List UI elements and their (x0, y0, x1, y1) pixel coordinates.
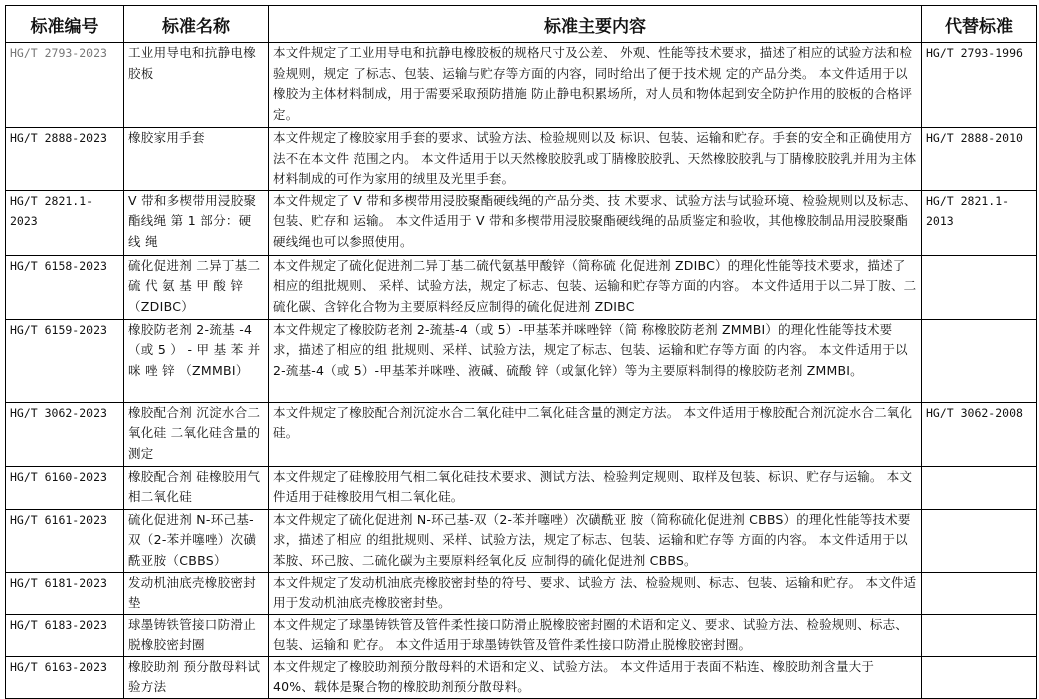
standard-name: V 带和多楔带用浸胶聚 酯线绳 第 1 部分：硬线 绳 (124, 190, 269, 255)
standard-content: 本文件规定了工业用导电和抗静电橡胶板的规格尺寸及公差、 外观、性能等技术要求，描述了相应的试验方法和检验规则，规定 了标志、包装、运输与贮存等方面的内容，同时给出了便于技术规 定的产品分类。 本文件适用于以橡胶为主体材料制成，用于需要采取预防措施 防止静电积累场所，对人员和物体起到安全防护作用的胶板的合格评定。 (269, 43, 922, 128)
standard-content: 本文件规定了硫化促进剂 N-环己基-双（2-苯并噻唑）次磺酰亚 胺（简称硫化促进剂 CBBS）的理化性能等技术要求，描述了相应 的组批规则、采样、试验方法，规定了标志、包装、运输和贮存等 方面的内容。 本文件适用于以苯胺、环己胺、二硫化碳为主要原料经氧化反 应制得的硫化促进剂 CBBS。 (269, 509, 922, 572)
standard-code: HG/T 6181-2023 (6, 572, 124, 614)
table-row (6, 656, 1037, 698)
standard-content: 本文件规定了发动机油底壳橡胶密封垫的符号、要求、试验方 法、检验规则、标志、包装、运输和贮存。 本文件适用于发动机油底壳橡胶密封垫。 (269, 572, 922, 614)
standard-name: 橡胶家用手套 (124, 128, 269, 191)
table-row (6, 255, 1037, 319)
standard-content: 本文件规定了橡胶配合剂沉淀水合二氧化硅中二氧化硅含量的测定方法。 本文件适用于橡胶配合剂沉淀水合二氧化硅。 (269, 402, 922, 466)
replaced-standard (922, 572, 1037, 614)
standard-code: HG/T 6158-2023 (6, 255, 124, 319)
table-row (6, 190, 1037, 255)
table-row (6, 614, 1037, 656)
table-row (6, 319, 1037, 402)
standard-code: HG/T 2888-2023 (6, 128, 124, 191)
table-row (6, 509, 1037, 572)
header-content: 标准主要内容 (269, 6, 922, 43)
standard-code: HG/T 6160-2023 (6, 466, 124, 509)
header-code: 标准编号 (6, 6, 124, 43)
standard-content: 本文件规定了硫化促进剂二异丁基二硫代氨基甲酸锌（简称硫 化促进剂 ZDIBC）的理化性能等技术要求，描述了相应的组批规则、 采样、试验方法，规定了标志、包装、运输和贮存等方面的内容。 本文件适用于以二异丁胺、二硫化碳、含锌化合物为主要原料经反应制得的硫化促进剂 ZDIBC (269, 255, 922, 319)
standard-code: HG/T 6161-2023 (6, 509, 124, 572)
standard-code: HG/T 2821.1-2023 (6, 190, 124, 255)
table-row (6, 43, 1037, 128)
table-row (6, 572, 1037, 614)
replaced-standard: HG/T 3062-2008 (922, 402, 1037, 466)
standard-name: 球墨铸铁管接口防滑止脱橡胶密封圈 (124, 614, 269, 656)
replaced-standard: HG/T 2821.1-2013 (922, 190, 1037, 255)
standard-code: HG/T 6183-2023 (6, 614, 124, 656)
replaced-standard (922, 255, 1037, 319)
table-row (6, 466, 1037, 509)
standard-name: 橡胶防老剂 2-巯基 -4（或 5 ） - 甲 基 苯 并 咪 唑 锌 （ZMMBI） (124, 319, 269, 402)
header-name: 标准名称 (124, 6, 269, 43)
replaced-standard (922, 509, 1037, 572)
standard-content: 本文件规定了 V 带和多楔带用浸胶聚酯硬线绳的产品分类、技 术要求、试验方法与试验环境、检验规则以及标志、包装、贮存和 运输。 本文件适用于 V 带和多楔带用浸胶聚酯硬线绳的品质鉴定和验收，其他橡胶制品用浸胶聚酯硬线绳也可以参照使用。 (269, 190, 922, 255)
standard-content: 本文件规定了橡胶防老剂 2-巯基-4（或 5）-甲基苯并咪唑锌（简 称橡胶防老剂 ZMMBI）的理化性能等技术要求，描述了相应的组 批规则、采样、试验方法，规定了标志、包装、运输和贮存等方面 的内容。 本文件适用于以 2-巯基-4（或 5）-甲基苯并咪唑、液碱、硫酸 锌（或氯化锌）等为主要原料制得的橡胶防老剂 ZMMBI。 (269, 319, 922, 402)
replaced-standard (922, 656, 1037, 698)
standard-content: 本文件规定了橡胶助剂预分散母料的术语和定义、试验方法。 本文件适用于表面不粘连、橡胶助剂含量大于 40%、载体是聚合物的橡胶助剂预分散母料。 (269, 656, 922, 698)
table-row (6, 128, 1037, 191)
standards-table (5, 5, 1037, 699)
replaced-standard: HG/T 2888-2010 (922, 128, 1037, 191)
header-row (6, 6, 1037, 43)
header-replaces: 代替标准 (922, 6, 1037, 43)
standard-name: 工业用导电和抗静电橡 胶板 (124, 43, 269, 128)
standard-content: 本文件规定了球墨铸铁管及管件柔性接口防滑止脱橡胶密封圈的术语和定义、要求、试验方法、检验规则、标志、包装、运输和 贮存。 本文件适用于球墨铸铁管及管件柔性接口防滑止脱橡胶密封圈。 (269, 614, 922, 656)
standard-name: 硫化促进剂 二异丁基二 硫 代 氨 基 甲 酸 锌 （ZDIBC） (124, 255, 269, 319)
replaced-standard (922, 466, 1037, 509)
standard-code: HG/T 3062-2023 (6, 402, 124, 466)
replaced-standard (922, 319, 1037, 402)
replaced-standard: HG/T 2793-1996 (922, 43, 1037, 128)
standard-content: 本文件规定了硅橡胶用气相二氧化硅技术要求、测试方法、检验判定规则、取样及包装、标识、贮存与运输。 本文件适用于硅橡胶用气相二氧化硅。 (269, 466, 922, 509)
standard-name: 硫化促进剂 N-环己基- 双（2-苯并噻唑）次磺酰亚胺（CBBS） (124, 509, 269, 572)
standard-name: 橡胶配合剂 硅橡胶用气 相二氧化硅 (124, 466, 269, 509)
standard-name: 发动机油底壳橡胶密封垫 (124, 572, 269, 614)
standard-code: HG/T 6163-2023 (6, 656, 124, 698)
standard-name: 橡胶助剂 预分散母料试验方法 (124, 656, 269, 698)
table-row (6, 402, 1037, 466)
standard-code: HG/T 2793-2023 (6, 43, 124, 128)
standard-content: 本文件规定了橡胶家用手套的要求、试验方法、检验规则以及 标识、包装、运输和贮存。手套的安全和正确使用方法不在本文件 范围之内。 本文件适用于以天然橡胶胶乳或丁腈橡胶胶乳、天然橡胶胶乳与丁腈橡胶胶乳并用为主体材料制成的可作为家用的绒里及光里手套。 (269, 128, 922, 191)
replaced-standard (922, 614, 1037, 656)
standard-code: HG/T 6159-2023 (6, 319, 124, 402)
standard-name: 橡胶配合剂 沉淀水合二 氧化硅 二氧化硅含量的测定 (124, 402, 269, 466)
